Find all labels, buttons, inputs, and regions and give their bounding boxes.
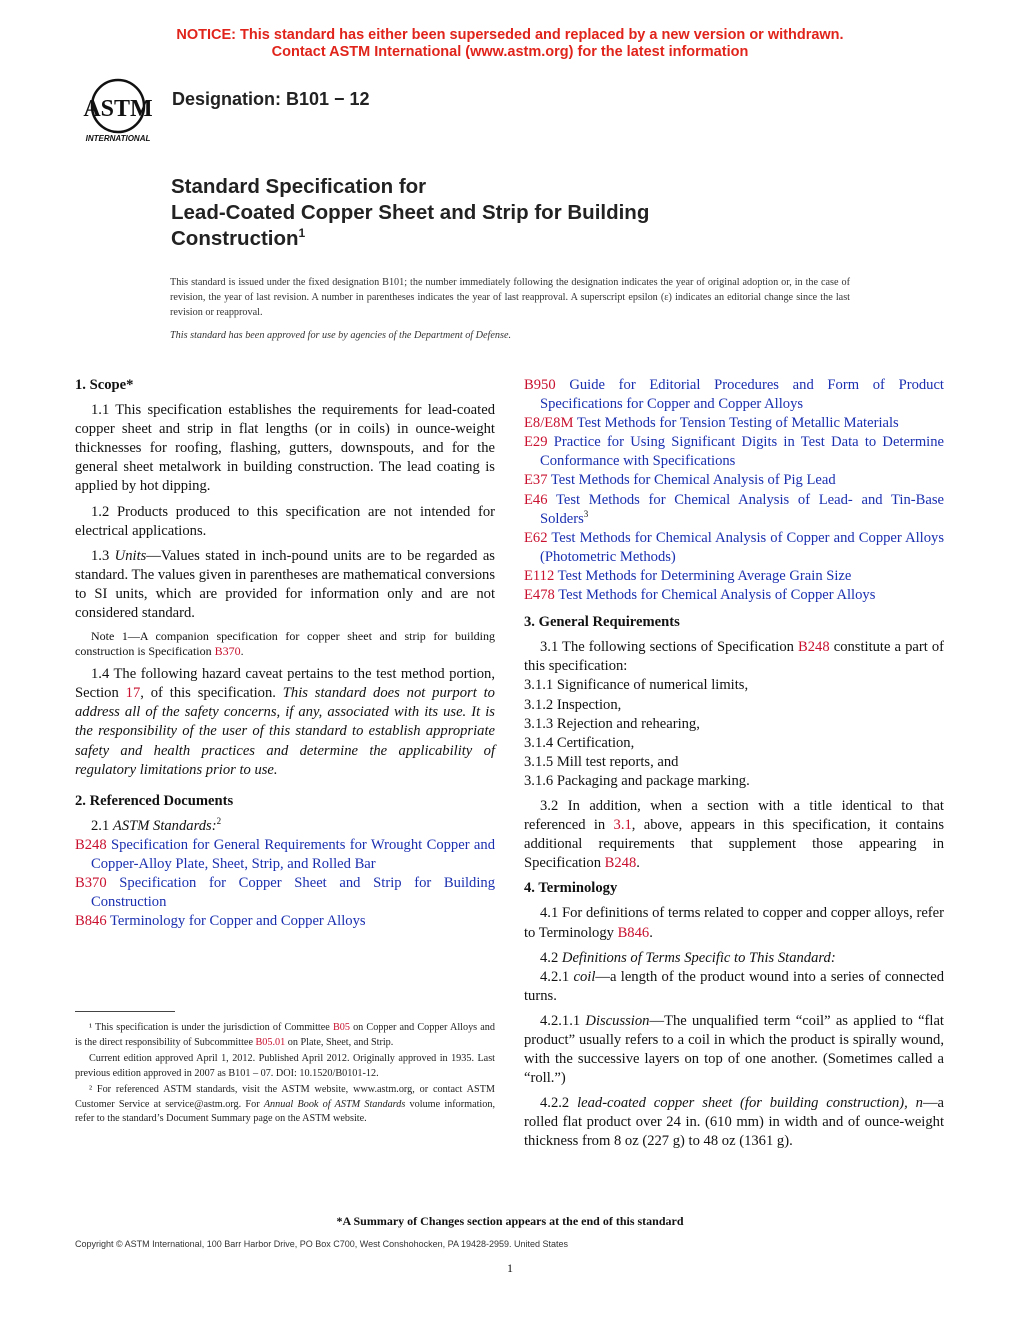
para-4-2-1-1: [524, 1012, 944, 1088]
designation: Designation: B101 − 12: [172, 89, 370, 109]
para-3-2: [524, 797, 944, 873]
list-item: 3.1.5 Mill test reports, and: [524, 753, 679, 770]
astm-standards-label: ASTM Standards:: [112, 817, 217, 834]
committee-link-b05[interactable]: B05: [332, 1022, 350, 1033]
list-item: 3.1.1 Significance of numerical limits,: [524, 677, 749, 694]
ref-title[interactable]: Guide for Editorial Procedures and Form of Product Specifications for Copper and Copper Alloys: [540, 377, 944, 413]
ref-item: [524, 376, 944, 414]
logo-subtext: INTERNATIONAL: [85, 134, 151, 143]
ref-title[interactable]: Specification for Copper Sheet and Strip for Building Construction: [91, 875, 495, 911]
title-line-3: Construction: [171, 227, 299, 250]
para-4-2-1-text: —a length of the product wound into a series of connected turns.: [524, 968, 944, 1004]
footnote-1: [75, 1021, 495, 1050]
term-lead-coated-sheet: lead-coated copper sheet (for building construction), n: [577, 1095, 923, 1112]
ref-item: [524, 586, 944, 605]
notice-line-2: Contact ASTM International (www.astm.org) for the latest information: [271, 44, 749, 60]
footnote-mark-3: 3: [583, 508, 589, 519]
para-2-1: [75, 817, 495, 836]
para-1-3-text: —Values stated in inch-pound units are to be regarded as standard. The values given in parentheses are mathematical conversions to SI units, which are provided for information only and are not considered standard.: [75, 547, 495, 622]
ref-link-section-17[interactable]: 17: [125, 685, 141, 702]
subcommittee-link-b0501[interactable]: B05.01: [255, 1036, 286, 1048]
ref-link-b370[interactable]: B370: [75, 875, 107, 892]
ref-item: [524, 491, 944, 529]
ref-title[interactable]: Test Methods for Chemical Analysis of Copper and Copper Alloys (Photometric Methods): [540, 529, 944, 565]
para-4-1-pre: 4.1 For definitions of terms related to copper and copper alloys, refer to Terminology: [524, 905, 944, 941]
scope-heading: 1. Scope*: [75, 377, 134, 393]
ref-title[interactable]: Terminology for Copper and Copper Alloys: [106, 913, 366, 930]
para-4-2-1: [524, 968, 944, 1006]
footnote-2-italic: Annual Book of ASTM Standards: [263, 1098, 406, 1110]
ref-link-section-3-1[interactable]: 3.1: [613, 817, 632, 834]
footnote-1-mid: on Copper and Copper Alloys and is the direct responsibility of Subcommittee: [75, 1022, 495, 1048]
ref-item: [524, 529, 944, 567]
page-number: 1: [507, 1261, 513, 1275]
title-line-1: Standard Specification for: [171, 175, 427, 198]
ref-title[interactable]: Practice for Using Significant Digits in Test Data to Determine Conformance with Specifications: [540, 434, 944, 470]
list-item: 3.1.3 Rejection and rehearing,: [524, 715, 700, 732]
footnote-2-pre: ² For referenced ASTM standards, visit the ASTM website, www.astm.org, or contact ASTM Customer Service at service@astm.org. For: [75, 1084, 495, 1110]
right-column: [524, 376, 944, 1158]
footnote-1-post: on Plate, Sheet, and Strip.: [285, 1036, 394, 1048]
para-4-2-1-1-num: 4.2.1.1: [540, 1012, 581, 1029]
para-3-2-mid: , above, appears in this specification, it contains additional requirements that supplement those appearing in Specification: [524, 817, 944, 872]
units-term: Units: [114, 547, 147, 564]
para-4-1-post: .: [649, 924, 653, 941]
issued-note: This standard is issued under the fixed designation B101; the number immediately following the designation indicates the year of original adoption or, in the case of revision, the year of last revision. A number in parentheses indicates the year of last reapproval. A superscript epsilon (ε) indicates an editorial change since the last revision or reapproval.: [170, 277, 850, 318]
para-3-1: [524, 638, 944, 676]
ref-link-b248-s3[interactable]: B248: [798, 639, 830, 656]
ref-title[interactable]: Test Methods for Chemical Analysis of Lead- and Tin-Base Solders: [540, 491, 944, 527]
title-line-2: Lead-Coated Copper Sheet and Strip for Building: [171, 201, 650, 224]
footnotes: [75, 1021, 495, 1129]
ref-title[interactable]: Test Methods for Chemical Analysis of Pig Lead: [547, 472, 836, 489]
para-3-2-pre: 3.2 In addition, when a section with a title identical to that referenced in: [524, 797, 944, 834]
general-heading: 3. General Requirements: [524, 614, 680, 631]
para-4-2-1-num: 4.2.1: [540, 968, 570, 985]
list-item: 3.1.4 Certification,: [524, 734, 635, 751]
para-4-1: [524, 904, 944, 942]
footnote-1b: Current edition approved April 1, 2012. Published April 2012. Originally approved in 1935. Last previous edition approved in 2007 as B101 – 07. DOI: 10.1520/B0101-12.: [75, 1053, 495, 1079]
para-2-1-num: 2.1: [91, 817, 110, 834]
footnote-1-pre: ¹ This specification is under the jurisdiction of Committee: [89, 1022, 333, 1033]
ref-link-b248-s3-2[interactable]: B248: [604, 855, 637, 872]
para-1-3: [75, 547, 495, 623]
ref-item: [75, 912, 495, 931]
term-coil: coil: [573, 968, 596, 985]
para-3-1-post: constitute a part of this specification:: [524, 639, 944, 675]
note-1-post: .: [240, 644, 244, 659]
ref-title[interactable]: Specification for General Requirements for Wrought Copper and Copper-Alloy Plate, Sheet, Strip, and Rolled Bar: [91, 836, 495, 872]
document-title: [171, 174, 649, 252]
copyright: Copyright © ASTM International, 100 Barr Harbor Drive, PO Box C700, West Conshohocken, PA 19428-2959. United States: [75, 1239, 569, 1249]
para-3-2-post: .: [636, 855, 640, 872]
ref-item: [75, 874, 495, 912]
para-4-2-1-1-text: —The unqualified term “coil” as applied to “flat product” usually refers to a coil in which the product is spirally wound, with the successive layers on top of one another. (Sometimes called a “roll.”): [524, 1012, 944, 1087]
para-1-4-pre: 1.4 The following hazard caveat pertains to the test method portion, Section: [75, 666, 495, 702]
note-1-text: Note 1—A companion specification for copper sheet and strip for building construction is Specification: [75, 629, 495, 659]
astm-logo-icon: [76, 76, 160, 144]
withdrawn-notice: [0, 27, 1020, 61]
ref-link-e112[interactable]: E112: [524, 567, 555, 584]
ref-link-e37[interactable]: E37: [524, 472, 548, 489]
ref-item: [524, 414, 944, 433]
para-4-2-2-text: —a rolled flat product over 24 in. (610 mm) in width and of ounce-weight thickness from 8 oz (227 g) to 48 oz (1361 g).: [524, 1095, 945, 1150]
footnote-divider: [75, 1011, 175, 1012]
ref-title[interactable]: Test Methods for Determining Average Grain Size: [554, 567, 852, 584]
ref-link-e8[interactable]: E8/E8M: [524, 415, 574, 432]
summary-of-changes-note: *A Summary of Changes section appears at the end of this standard: [336, 1214, 684, 1228]
refdocs-heading: 2. Referenced Documents: [75, 792, 234, 809]
ref-item: [524, 433, 944, 471]
title-footnote-mark: 1: [298, 226, 306, 241]
ref-title[interactable]: Test Methods for Chemical Analysis of Copper Alloys: [554, 587, 876, 604]
footnote-mark-2: 2: [216, 815, 222, 826]
para-1-4: [75, 665, 495, 780]
list-item: 3.1.6 Packaging and package marking.: [524, 772, 750, 789]
para-4-2: [524, 949, 944, 968]
ref-link-b846[interactable]: B846: [75, 913, 107, 930]
term-discussion: Discussion: [585, 1012, 650, 1029]
ref-title[interactable]: Test Methods for Tension Testing of Metallic Materials: [573, 415, 899, 432]
notice-line-1: NOTICE: This standard has either been superseded and replaced by a new version or withdrawn.: [176, 27, 844, 43]
ref-link-b950[interactable]: B950: [524, 377, 556, 393]
para-4-2-num: 4.2: [540, 949, 559, 966]
footnote-2: [75, 1083, 495, 1127]
para-1-2: 1.2 Products produced to this specification are not intended for electrical applications.: [75, 503, 495, 539]
note-1: [75, 629, 495, 659]
para-4-2-2: [524, 1094, 944, 1151]
ref-item: [524, 471, 944, 490]
para-1-3-num: 1.3: [91, 547, 110, 564]
ref-link-e29[interactable]: E29: [524, 434, 548, 451]
para-4-2-2-num: 4.2.2: [540, 1095, 570, 1112]
footnote-2-post: volume information, refer to the standard’s Document Summary page on the ASTM website.: [75, 1098, 495, 1124]
ref-item: [75, 836, 495, 874]
left-column: [75, 376, 495, 931]
ref-link-b370-note[interactable]: B370: [214, 644, 241, 659]
ref-item: [524, 567, 944, 586]
ref-link-e478[interactable]: E478: [524, 587, 555, 604]
list-item: 3.1.2 Inspection,: [524, 696, 622, 713]
ref-link-b248[interactable]: B248: [75, 836, 107, 853]
ref-link-e46[interactable]: E46: [524, 491, 548, 508]
safety-caveat: This standard does not purport to address all of the safety concerns, if any, associated with its use. It is the responsibility of the user of this standard to establish appropriate safety and health practices and determine the applicability of regulatory limitations prior to use.: [75, 685, 495, 778]
ref-link-b846-s4[interactable]: B846: [617, 924, 650, 941]
dod-note: This standard has been approved for use by agencies of the Department of Defense.: [170, 330, 512, 341]
para-1-4-mid: , of this specification.: [140, 685, 283, 702]
ref-link-e62[interactable]: E62: [524, 529, 548, 546]
para-3-1-pre: 3.1 The following sections of Specification: [540, 639, 799, 656]
definitions-label: Definitions of Terms Specific to This Standard:: [561, 949, 836, 966]
terminology-heading: 4. Terminology: [524, 880, 618, 897]
para-1-1: 1.1 This specification establishes the requirements for lead-coated copper sheet and strip in flat lengths (or in coils) in ounce-weight thicknesses for roofing, flashing, gutters, downspouts, and for the general sheet metalwork in building construction. The lead coating is applied by hot dipping.: [75, 402, 495, 495]
logo-text: ASTM: [83, 96, 153, 122]
